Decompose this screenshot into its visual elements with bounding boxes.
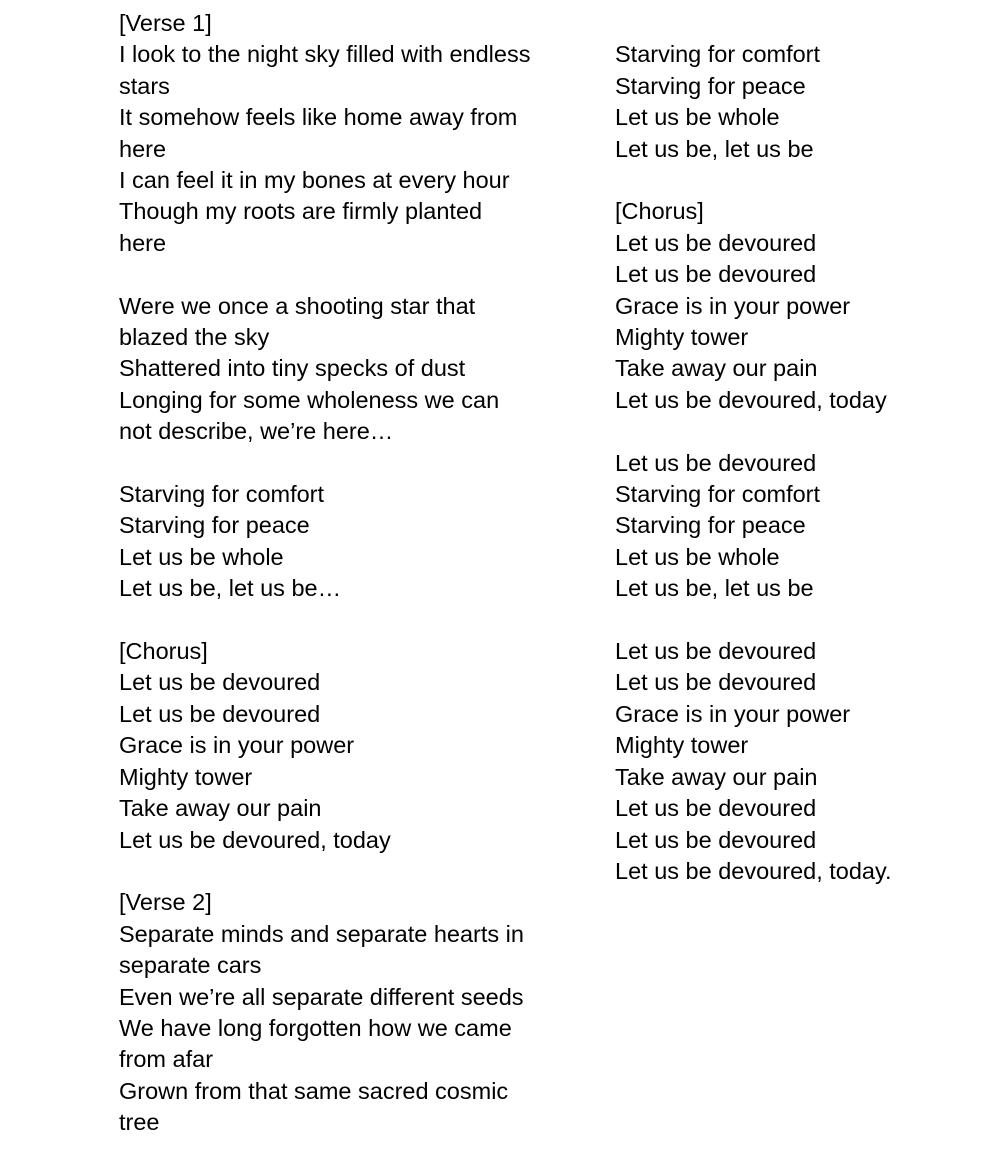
section-heading: [Verse 1] xyxy=(119,10,212,36)
lyric-line: Longing for some wholeness we can xyxy=(119,386,500,413)
lyric-line: tree xyxy=(119,1109,160,1136)
lyric-line: Starving for comfort xyxy=(615,481,821,508)
lyric-line: Starving for peace xyxy=(615,512,806,539)
lyric-line: It somehow feels like home away from xyxy=(119,104,518,131)
lyric-line: Mighty tower xyxy=(615,324,749,351)
lyric-line: Let us be devoured xyxy=(615,669,817,696)
section-heading: [Chorus] xyxy=(615,198,704,225)
lyric-line: Let us be, let us be xyxy=(615,575,814,602)
lyric-line: Let us be devoured, today xyxy=(615,386,887,413)
lyric-line: Let us be devoured xyxy=(615,261,817,288)
lyric-line: Starving for comfort xyxy=(615,41,821,68)
lyric-line: Starving for peace xyxy=(119,512,310,539)
lyric-line: Let us be whole xyxy=(119,543,284,570)
stanza-break xyxy=(119,605,549,636)
lyric-line: Let us be whole xyxy=(615,104,780,131)
lyric-line: Let us be, let us be xyxy=(615,135,814,162)
lyric-line: blazed the sky xyxy=(119,324,270,351)
lyric-line: Mighty tower xyxy=(119,763,253,790)
lyric-line: Separate minds and separate hearts in xyxy=(119,920,524,947)
lyric-line: Let us be devoured xyxy=(615,638,817,665)
lyric-line: not describe, we’re here… xyxy=(119,418,394,445)
lyric-line: Grown from that same sacred cosmic xyxy=(119,1077,509,1104)
section-heading: [Verse 2] xyxy=(119,889,212,916)
lyric-line: Take away our pain xyxy=(119,795,322,822)
stanza-break xyxy=(615,416,985,447)
lyric-line: Let us be devoured xyxy=(615,795,817,822)
lyric-line: Starving for peace xyxy=(615,72,806,99)
lyric-line: Let us be, let us be… xyxy=(119,575,342,602)
lyric-line: Starving for comfort xyxy=(119,481,325,508)
lyric-line: here xyxy=(119,229,167,256)
lyric-line: Let us be devoured, today xyxy=(119,826,391,853)
lyric-line: Though my roots are firmly planted xyxy=(119,198,483,225)
stanza-break xyxy=(615,8,985,39)
lyric-line: Let us be devoured xyxy=(119,669,321,696)
lyric-line: Let us be devoured xyxy=(615,826,817,853)
lyric-line: Let us be devoured, today. xyxy=(615,857,892,884)
lyric-line: Let us be devoured xyxy=(615,449,817,476)
stanza-break xyxy=(615,605,985,636)
lyric-line: I can feel it in my bones at every hour xyxy=(119,167,510,194)
lyric-line: Mighty tower xyxy=(615,732,749,759)
stanza-break xyxy=(119,259,549,290)
lyric-line: from afar xyxy=(119,1046,214,1073)
lyric-line: Let us be devoured xyxy=(615,229,817,256)
lyric-line: We have long forgotten how we came xyxy=(119,1014,512,1041)
lyric-line: separate cars xyxy=(119,952,262,979)
lyric-line: I look to the night sky filled with endless xyxy=(119,41,531,68)
lyric-line: here xyxy=(119,135,167,162)
lyric-line: Shattered into tiny specks of dust xyxy=(119,355,466,382)
stanza-break xyxy=(119,448,549,479)
stanza-break xyxy=(615,165,985,196)
lyric-line: Take away our pain xyxy=(615,763,818,790)
lyric-line: Grace is in your power xyxy=(615,292,851,319)
lyrics-left-column xyxy=(119,8,549,1139)
stanza-break xyxy=(119,856,549,887)
lyric-line: Take away our pain xyxy=(615,355,818,382)
lyric-line: Were we once a shooting star that xyxy=(119,292,476,319)
lyric-line: Grace is in your power xyxy=(119,732,355,759)
lyric-line: Let us be whole xyxy=(615,543,780,570)
lyric-line: Even we’re all separate different seeds xyxy=(119,983,524,1010)
lyric-line: Grace is in your power xyxy=(615,700,851,727)
section-heading: [Chorus] xyxy=(119,638,208,665)
lyrics-right-column xyxy=(615,8,985,887)
lyric-line: Let us be devoured xyxy=(119,700,321,727)
lyric-line: stars xyxy=(119,72,170,99)
